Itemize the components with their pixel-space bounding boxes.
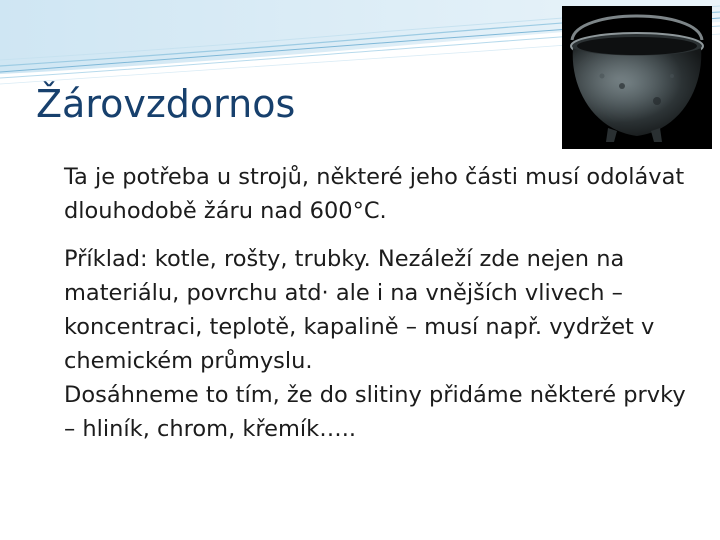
slide-body	[64, 160, 694, 446]
paragraph-heat-resistance: Ta je potřeba u strojů, některé jeho části musí odolávat dlouhodobě žáru nad 600°C.	[64, 164, 685, 224]
paragraph-examples: Příklad: kotle, rošty, trubky. Nezáleží zde nejen na materiálu, povrchu atd· ale i na vnějších vlivech – koncentraci, teplotě, kapalině – musí např. vydržet v chemickém průmyslu.	[64, 246, 655, 374]
cauldron-image	[562, 6, 712, 149]
slide-title: Žárovzdornos	[36, 82, 296, 126]
paragraph-alloying: Dosáhneme to tím, že do slitiny přidáme některé prvky – hliník, chrom, křemík…..	[64, 382, 686, 442]
